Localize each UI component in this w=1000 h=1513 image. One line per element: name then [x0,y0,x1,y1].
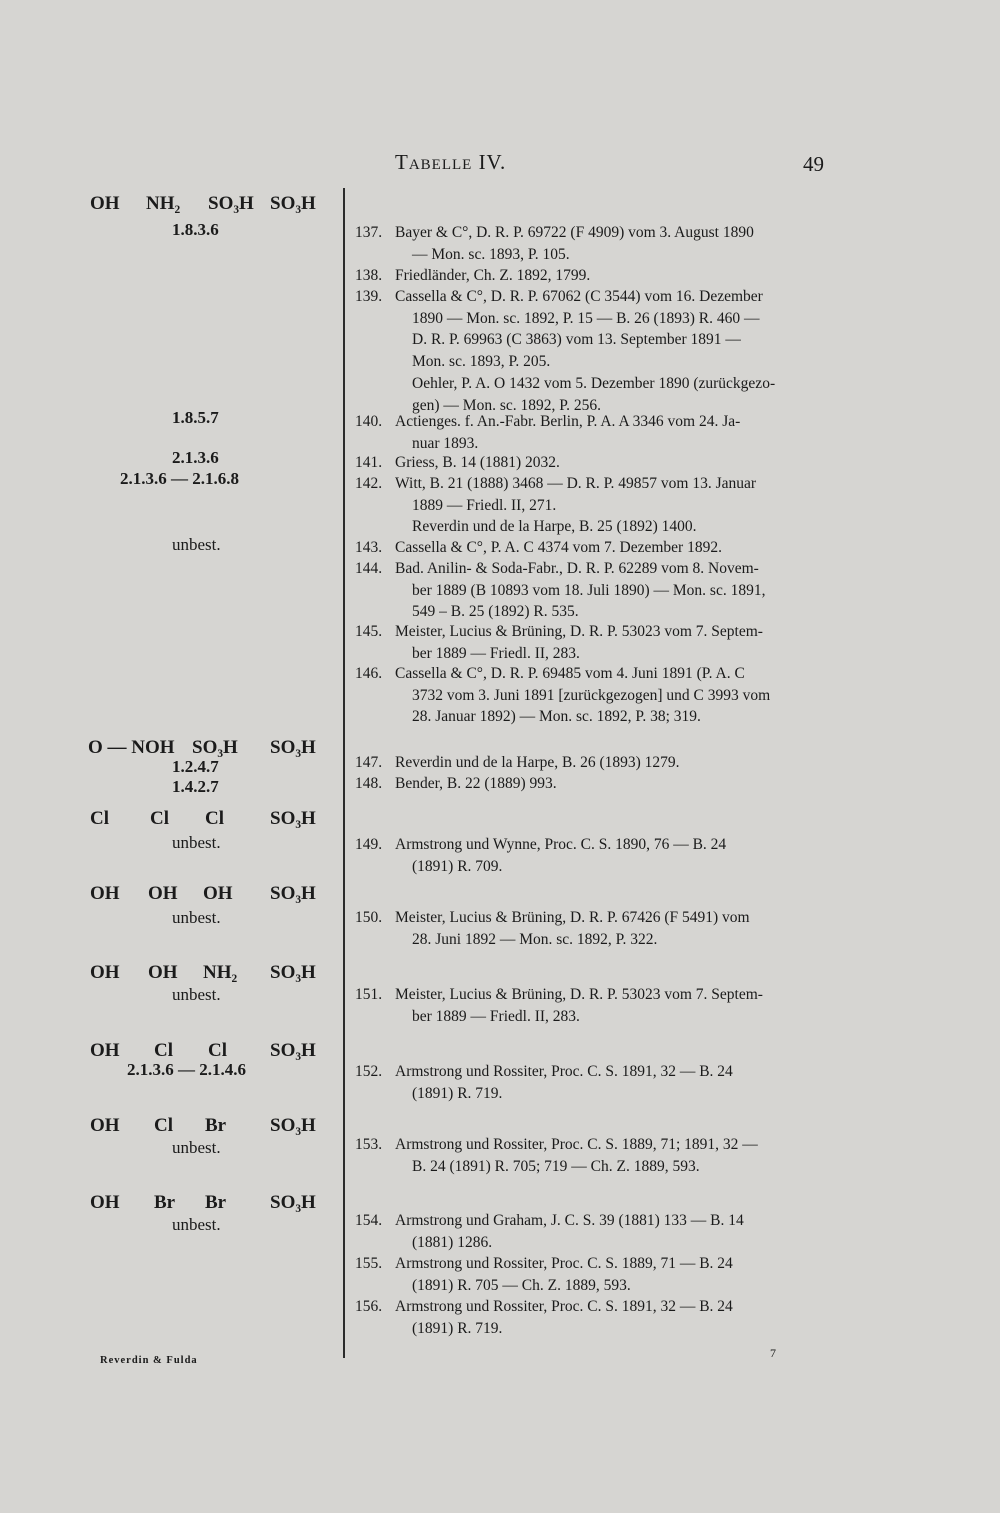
position-label: 1.4.2.7 [172,777,219,796]
reference-text: gen) — Mon. sc. 1892, P. 256. [412,396,602,414]
reference-entry [355,984,825,1027]
reference-entry [355,537,825,559]
formula-group: OH [90,962,120,983]
page-number: 49 [803,152,824,176]
formula-group: OH [148,883,178,904]
reference-number: 154. [355,1212,383,1229]
reference-text: Mon. sc. 1893, P. 205. [412,353,551,371]
reference-text: Reverdin und de la Harpe, B. 25 (1892) 1400. [412,518,697,536]
position-label: unbest. [172,908,221,927]
formula-group: OH [90,1040,120,1061]
reference-entry [355,834,825,877]
reference-text: Armstrong und Wynne, Proc. C. S. 1890, 76 — B. 24 [395,836,727,853]
formula-group: NH₂ [146,193,181,214]
reference-text: 28. Juni 1892 — Mon. sc. 1892, P. 322. [412,930,658,948]
reference-entry [355,907,825,950]
reference-text: 1890 — Mon. sc. 1892, P. 15 — B. 26 (1893) R. 460 — [412,309,760,327]
reference-number: 152. [355,1063,383,1080]
reference-number: 138. [355,267,383,284]
formula-group: SO₃H [192,737,238,758]
reference-text: B. 24 (1891) R. 705; 719 — Ch. Z. 1889, 593. [412,1157,700,1175]
reference-number: 137. [355,224,383,241]
position-label: 2.1.3.6 — 2.1.4.6 [127,1060,246,1079]
reference-number: 150. [355,909,383,926]
formula-group: SO₃H [270,1115,316,1136]
formula-group: NH₂ [203,962,238,983]
reference-number: 146. [355,665,383,682]
reference-text: 549 – B. 25 (1892) R. 535. [412,603,579,621]
column-divider [343,188,345,1358]
reference-text: Oehler, P. A. O 1432 vom 5. Dezember 1890 (zurückgezo- [412,374,776,392]
formula-group: SO₃H [270,883,316,904]
reference-entry [355,1210,825,1253]
reference-number: 147. [355,754,383,771]
reference-number: 155. [355,1255,383,1272]
reference-entry [355,452,825,474]
formula-group: O — NOH [88,737,175,758]
reference-number: 151. [355,986,383,1003]
reference-text: ber 1889 — Friedl. II, 283. [412,644,580,662]
position-label: 2.1.3.6 — 2.1.6.8 [120,469,239,488]
reference-text: Bayer & C°, D. R. P. 69722 (F 4909) vom 3. August 1890 [395,224,754,241]
formula-group: SO₃H [270,737,316,758]
reference-text: D. R. P. 69963 (C 3863) vom 13. September 1891 — [412,331,741,349]
footer-authors: Reverdin & Fulda [100,1355,198,1366]
position-label: 1.8.3.6 [172,220,219,239]
formula-group: SO₃H [270,808,316,829]
reference-entry [355,473,825,538]
reference-number: 141. [355,454,383,471]
reference-text: 3732 vom 3. Juni 1891 [zurückgezogen] und C 3993 vom [412,686,771,704]
reference-entry [355,1253,825,1296]
formula-group: SO₃H [270,193,316,214]
reference-number: 156. [355,1298,383,1315]
reference-number: 140. [355,413,383,430]
reference-entry [355,1061,825,1104]
reference-text: (1891) R. 719. [412,1319,503,1337]
formula-group: Cl [154,1040,173,1061]
reference-text: (1891) R. 709. [412,857,503,875]
reference-number: 148. [355,775,383,792]
table-title: Tabelle IV. [395,150,507,174]
reference-number: 149. [355,836,383,853]
formula-group: Cl [205,808,224,829]
reference-entry [355,663,825,728]
reference-entry [355,222,825,265]
reference-text: Griess, B. 14 (1881) 2032. [395,454,560,471]
position-label: unbest. [172,985,221,1004]
formula-group: Cl [150,808,169,829]
reference-entry [355,1296,825,1339]
reference-number: 145. [355,623,383,640]
reference-text: Bad. Anilin- & Soda-Fabr., D. R. P. 62289 vom 8. Novem- [395,560,759,577]
formula-group: OH [90,193,120,214]
formula-group: Cl [154,1115,173,1136]
reference-text: — Mon. sc. 1893, P. 105. [412,245,570,263]
signature-mark: 7 [770,1346,776,1360]
reference-text: Armstrong und Rossiter, Proc. C. S. 1891, 32 — B. 24 [395,1063,733,1080]
formula-group: Br [205,1192,227,1213]
reference-number: 143. [355,539,383,556]
formula-group: OH [203,883,233,904]
formula-group: SO₃H [270,1192,316,1213]
formula-group: Br [154,1192,176,1213]
formula-group: OH [90,1192,120,1213]
reference-text: Cassella & C°, P. A. C 4374 vom 7. Dezember 1892. [395,539,722,556]
position-label: unbest. [172,1215,221,1234]
position-label: 2.1.3.6 [172,448,219,467]
reference-text: Meister, Lucius & Brüning, D. R. P. 53023 vom 7. Septem- [395,986,763,1003]
reference-text: ber 1889 — Friedl. II, 283. [412,1007,580,1025]
position-label: 1.2.4.7 [172,757,219,776]
formula-group: SO₃H [270,962,316,983]
formula-group: SO₃H [270,1040,316,1061]
formula-group: SO₃H [208,193,254,214]
reference-text: (1881) 1286. [412,1233,493,1251]
reference-text: Cassella & C°, D. R. P. 69485 vom 4. Juni 1891 (P. A. C [395,665,745,682]
formula-group: OH [90,1115,120,1136]
reference-entry [355,558,825,623]
reference-text: Armstrong und Rossiter, Proc. C. S. 1891, 32 — B. 24 [395,1298,733,1315]
reference-text: Actienges. f. An.-Fabr. Berlin, P. A. A 3346 vom 24. Ja- [395,413,741,430]
reference-text: Meister, Lucius & Brüning, D. R. P. 67426 (F 5491) vom [395,909,750,926]
reference-text: Armstrong und Rossiter, Proc. C. S. 1889, 71; 1891, 32 — [395,1136,758,1153]
reference-text: Cassella & C°, D. R. P. 67062 (C 3544) vom 16. Dezember [395,288,763,305]
reference-entry [355,773,825,795]
reference-number: 144. [355,560,383,577]
reference-text: nuar 1893. [412,434,479,452]
reference-number: 139. [355,288,383,305]
position-label: unbest. [172,1138,221,1157]
formula-group: Br [205,1115,227,1136]
reference-text: ber 1889 (B 10893 vom 18. Juli 1890) — Mon. sc. 1891, [412,581,766,599]
reference-text: (1891) R. 705 — Ch. Z. 1889, 593. [412,1276,631,1294]
formula-group: OH [148,962,178,983]
reference-number: 153. [355,1136,383,1153]
reference-entry [355,752,825,774]
reference-entry [355,621,825,664]
formula-group: Cl [90,808,109,829]
reference-text: Witt, B. 21 (1888) 3468 — D. R. P. 49857 vom 13. Januar [395,475,757,492]
reference-text: Friedländer, Ch. Z. 1892, 1799. [395,267,591,284]
reference-text: (1891) R. 719. [412,1084,503,1102]
reference-entry [355,265,825,287]
reference-text: Armstrong und Rossiter, Proc. C. S. 1889, 71 — B. 24 [395,1255,733,1272]
reference-text: Armstrong und Graham, J. C. S. 39 (1881) 133 — B. 14 [395,1212,744,1229]
reference-number: 142. [355,475,383,492]
reference-text: Meister, Lucius & Brüning, D. R. P. 53023 vom 7. Septem- [395,623,763,640]
position-label: unbest. [172,535,221,554]
reference-entry [355,286,825,416]
position-label: unbest. [172,833,221,852]
position-label: 1.8.5.7 [172,408,219,427]
reference-text: Reverdin und de la Harpe, B. 26 (1893) 1279. [395,754,680,771]
formula-group: OH [90,883,120,904]
reference-text: Bender, B. 22 (1889) 993. [395,775,557,792]
reference-text: 1889 — Friedl. II, 271. [412,496,557,514]
reference-entry [355,411,825,454]
reference-text: 28. Januar 1892) — Mon. sc. 1892, P. 38; 319. [412,708,701,726]
formula-group: Cl [208,1040,227,1061]
reference-entry [355,1134,825,1177]
